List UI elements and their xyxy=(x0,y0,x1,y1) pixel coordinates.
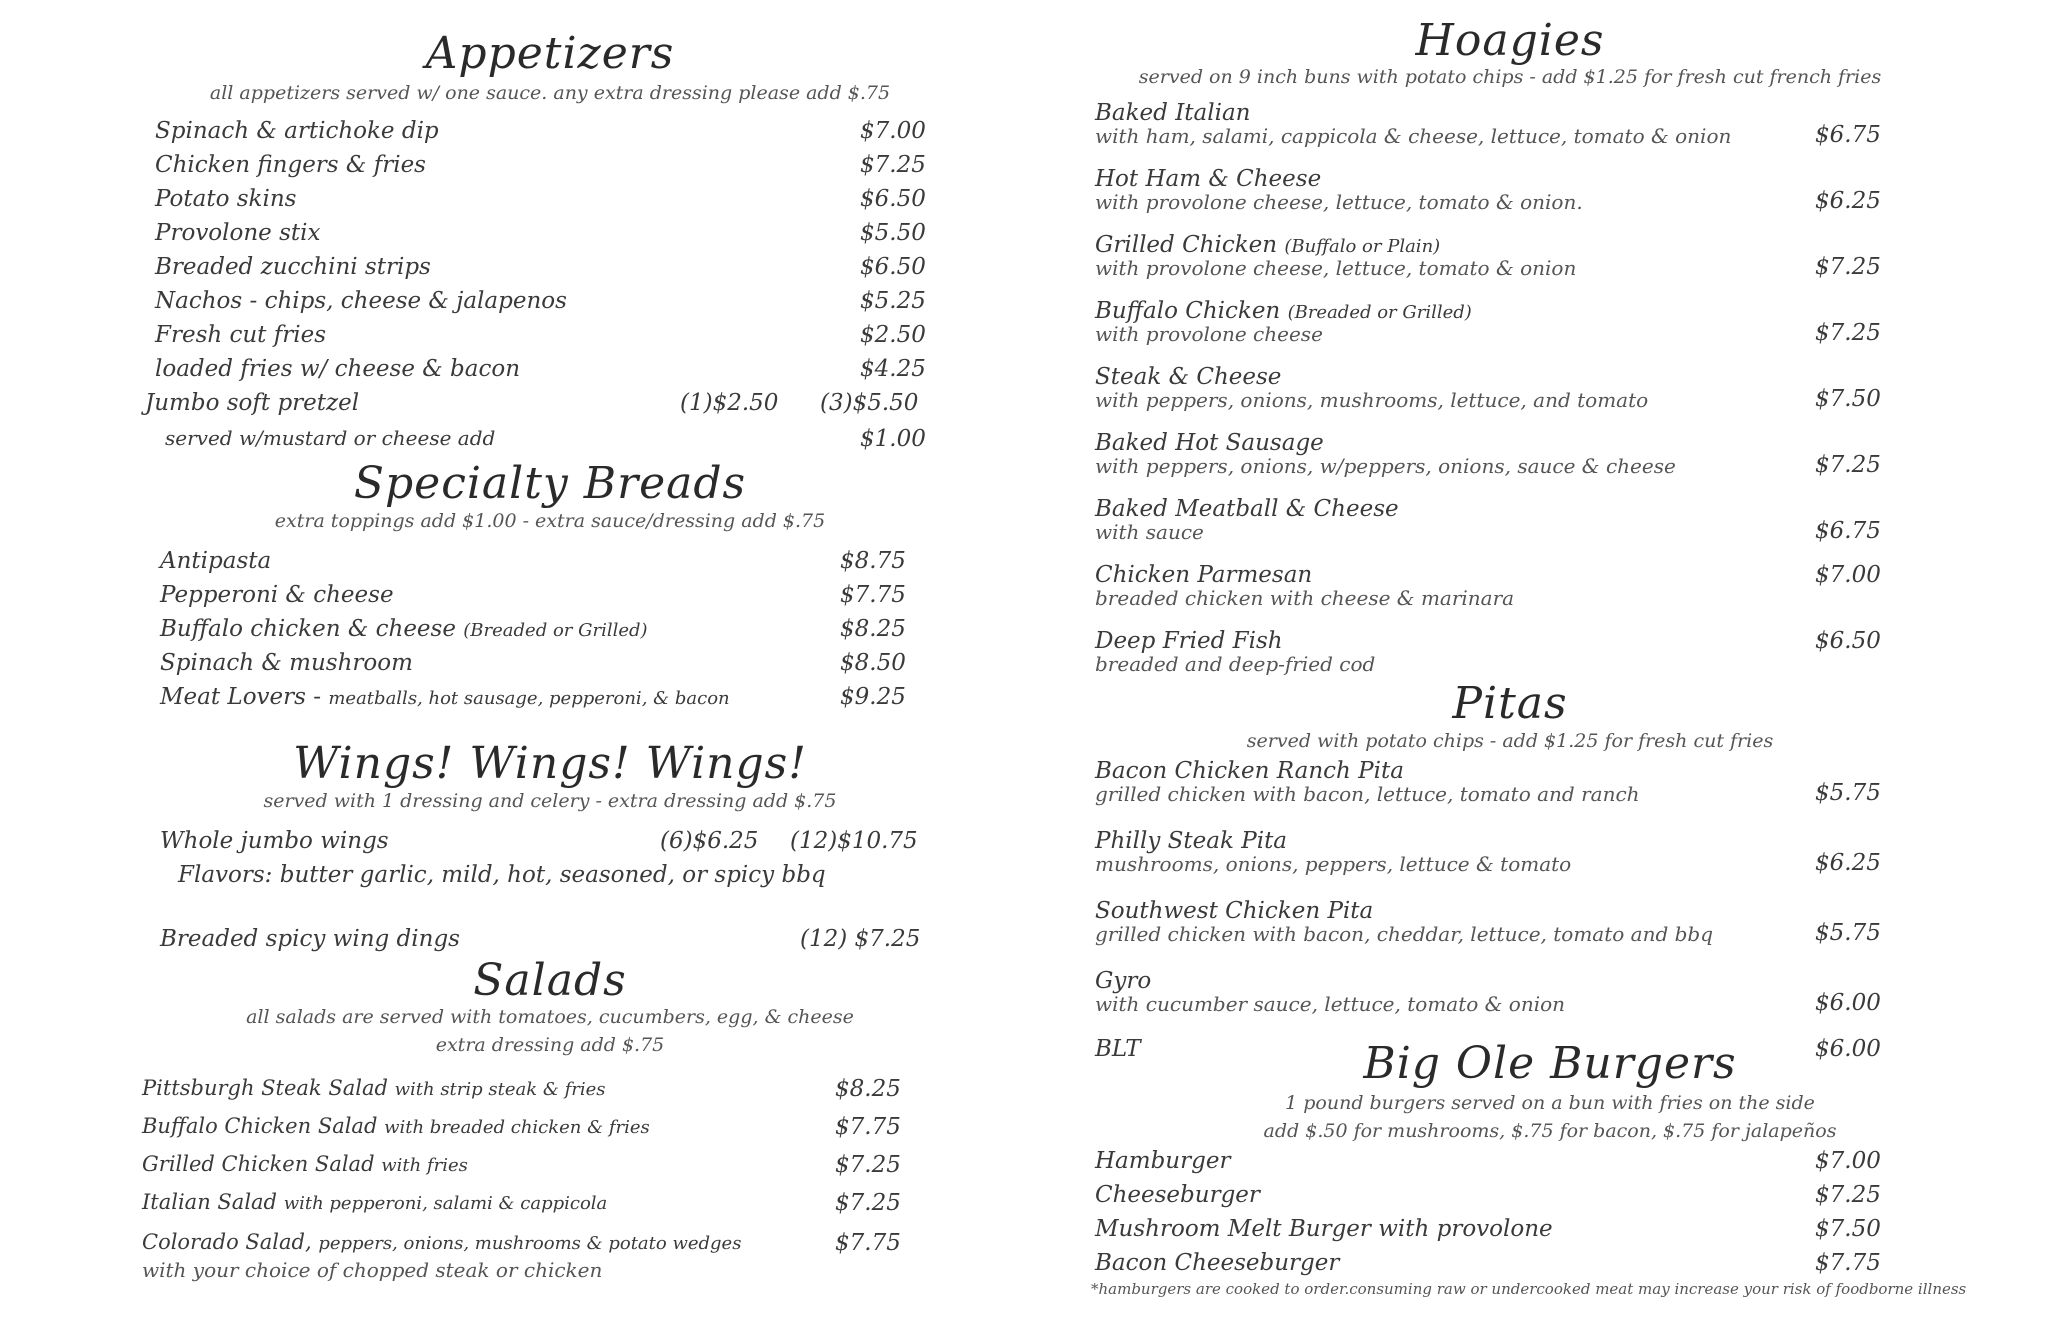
item-price: $6.75 xyxy=(1815,122,1881,148)
footnote: *hamburgers are cooked to order.consuming raw or undercooked meat may increase your risk of foodborne illness xyxy=(1091,1280,1967,1298)
item-name: Breaded spicy wing dings xyxy=(160,926,460,952)
pitas-note: served with potato chips - add $1.25 for fresh cut fries xyxy=(1246,730,1774,752)
item-name: Provolone stix xyxy=(155,220,321,246)
item-price: $7.00 xyxy=(860,118,926,144)
item-description: breaded chicken with cheese & marinara xyxy=(1095,586,1515,610)
item-description: with provolone cheese xyxy=(1095,322,1323,346)
item-price: $6.50 xyxy=(1815,628,1881,654)
item-name: loaded fries w/ cheese & bacon xyxy=(155,356,521,382)
item-price: $7.25 xyxy=(1815,320,1881,346)
item-description: with peppers, onions, mushrooms, lettuce, and tomato xyxy=(1095,388,1649,412)
item-price: $7.75 xyxy=(1815,1250,1881,1276)
item-price: $7.50 xyxy=(1815,386,1881,412)
item-name: Grilled Chicken (Buffalo or Plain) xyxy=(1095,232,1441,258)
item-description: breaded and deep-fried cod xyxy=(1095,652,1376,676)
item-price: $8.50 xyxy=(840,650,906,676)
item-description: with your choice of chopped steak or chicken xyxy=(142,1258,603,1282)
item-price: $7.25 xyxy=(1815,1182,1881,1208)
item-price: $6.25 xyxy=(1815,850,1881,876)
item-name: Baked Italian xyxy=(1095,100,1251,126)
appetizers-note: all appetizers served w/ one sauce. any extra dressing please add $.75 xyxy=(209,82,891,104)
burgers-note-2: add $.50 for mushrooms, $.75 for bacon, $.75 for jalapeños xyxy=(1263,1120,1837,1142)
item-price: $7.75 xyxy=(835,1230,901,1256)
salads-note-1: all salads are served with tomatoes, cucumbers, egg, & cheese xyxy=(246,1006,854,1028)
appetizers-title: Appetizers xyxy=(425,28,675,79)
item-name: Pittsburgh Steak Salad with strip steak & fries xyxy=(142,1076,606,1100)
item-name: Steak & Cheese xyxy=(1095,364,1282,390)
item-name: Philly Steak Pita xyxy=(1095,828,1288,854)
item-price: $8.25 xyxy=(835,1076,901,1102)
item-name: Fresh cut fries xyxy=(155,322,327,348)
item-name: Chicken fingers & fries xyxy=(155,152,426,178)
item-name: Deep Fried Fish xyxy=(1095,628,1283,654)
item-price: $1.00 xyxy=(860,426,926,452)
item-price: $7.25 xyxy=(860,152,926,178)
item-name: Meat Lovers - meatballs, hot sausage, pepperoni, & bacon xyxy=(160,684,730,710)
item-price: (12) $7.25 xyxy=(800,926,921,952)
pitas-title: Pitas xyxy=(1452,678,1568,729)
item-name: Cheeseburger xyxy=(1095,1182,1260,1208)
item-price: $7.00 xyxy=(1815,1148,1881,1174)
item-price: $8.25 xyxy=(840,616,906,642)
item-name: Potato skins xyxy=(155,186,297,212)
item-name: Hamburger xyxy=(1095,1148,1231,1174)
item-name: Spinach & artichoke dip xyxy=(155,118,439,144)
item-price: $7.25 xyxy=(1815,254,1881,280)
item-description: with provolone cheese, lettuce, tomato & onion xyxy=(1095,256,1577,280)
salads-title: Salads xyxy=(473,955,627,1006)
wings-note: served with 1 dressing and celery - extra dressing add $.75 xyxy=(263,790,837,812)
item-description: with sauce xyxy=(1095,520,1204,544)
item-description: grilled chicken with bacon, lettuce, tomato and ranch xyxy=(1095,782,1640,806)
item-name: Spinach & mushroom xyxy=(160,650,413,676)
item-price: $7.25 xyxy=(835,1152,901,1178)
item-name: Buffalo Chicken Salad with breaded chicken & fries xyxy=(142,1114,650,1138)
item-price: $5.75 xyxy=(1815,780,1881,806)
item-price-6: (6)$6.25 xyxy=(660,828,759,854)
breads-note: extra toppings add $1.00 - extra sauce/dressing add $.75 xyxy=(274,510,826,532)
item-name: Grilled Chicken Salad with fries xyxy=(142,1152,468,1176)
item-description: with cucumber sauce, lettuce, tomato & onion xyxy=(1095,992,1566,1016)
hoagies-title: Hoagies xyxy=(1415,15,1605,66)
wings-title: Wings! Wings! Wings! xyxy=(293,738,807,789)
item-price-triple: (3)$5.50 xyxy=(820,390,919,416)
item-name: Baked Meatball & Cheese xyxy=(1095,496,1399,522)
item-price: $5.25 xyxy=(860,288,926,314)
item-name: Italian Salad with pepperoni, salami & cappicola xyxy=(142,1190,608,1214)
item-price: $7.75 xyxy=(840,582,906,608)
item-price: $6.00 xyxy=(1815,1036,1881,1062)
item-price: $5.75 xyxy=(1815,920,1881,946)
item-price: $7.00 xyxy=(1815,562,1881,588)
item-price: $2.50 xyxy=(860,322,926,348)
item-name: served w/mustard or cheese add xyxy=(165,426,496,450)
item-price: $6.50 xyxy=(860,254,926,280)
item-price: $7.25 xyxy=(1815,452,1881,478)
item-description: mushrooms, onions, peppers, lettuce & tomato xyxy=(1095,852,1572,876)
item-price-single: (1)$2.50 xyxy=(680,390,779,416)
item-price: $7.25 xyxy=(835,1190,901,1216)
item-description: with peppers, onions, w/peppers, onions, sauce & cheese xyxy=(1095,454,1676,478)
item-name: Baked Hot Sausage xyxy=(1095,430,1324,456)
item-name: Nachos - chips, cheese & jalapenos xyxy=(155,288,567,314)
breads-title: Specialty Breads xyxy=(353,458,747,509)
item-price: $8.75 xyxy=(840,548,906,574)
item-price: $6.25 xyxy=(1815,188,1881,214)
item-price-12: (12)$10.75 xyxy=(790,828,918,854)
item-description: with ham, salami, cappicola & cheese, lettuce, tomato & onion xyxy=(1095,124,1732,148)
item-name: Bacon Cheeseburger xyxy=(1095,1250,1340,1276)
item-name: Breaded zucchini strips xyxy=(155,254,431,280)
salads-note-2: extra dressing add $.75 xyxy=(435,1034,665,1056)
item-name: BLT xyxy=(1095,1036,1141,1062)
item-name: Bacon Chicken Ranch Pita xyxy=(1095,758,1404,784)
item-name: Jumbo soft pretzel xyxy=(145,390,360,416)
item-name: Hot Ham & Cheese xyxy=(1095,166,1322,192)
item-price: $4.25 xyxy=(860,356,926,382)
item-name: Colorado Salad, peppers, onions, mushrooms & potato wedges xyxy=(142,1230,742,1254)
item-description: grilled chicken with bacon, cheddar, lettuce, tomato and bbq xyxy=(1095,922,1714,946)
item-name: Buffalo chicken & cheese (Breaded or Grilled) xyxy=(160,616,648,642)
item-price: $7.75 xyxy=(835,1114,901,1140)
item-price: $6.00 xyxy=(1815,990,1881,1016)
item-name: Chicken Parmesan xyxy=(1095,562,1313,588)
item-name: Gyro xyxy=(1095,968,1152,994)
item-price: $6.75 xyxy=(1815,518,1881,544)
item-name: Mushroom Melt Burger with provolone xyxy=(1095,1216,1553,1242)
item-name: Whole jumbo wings xyxy=(160,828,389,854)
item-name: Pepperoni & cheese xyxy=(160,582,394,608)
hoagies-note: served on 9 inch buns with potato chips - add $1.25 for fresh cut french fries xyxy=(1138,66,1882,88)
item-price: $6.50 xyxy=(860,186,926,212)
item-price: $5.50 xyxy=(860,220,926,246)
item-name: Antipasta xyxy=(160,548,272,574)
item-name: Buffalo Chicken (Breaded or Grilled) xyxy=(1095,298,1472,324)
burgers-title: Big Ole Burgers xyxy=(1363,1038,1737,1089)
item-price: $7.50 xyxy=(1815,1216,1881,1242)
flavors-text: Flavors: butter garlic, mild, hot, seasoned, or spicy bbq xyxy=(178,862,826,888)
item-description: with provolone cheese, lettuce, tomato & onion. xyxy=(1095,190,1583,214)
item-name: Southwest Chicken Pita xyxy=(1095,898,1374,924)
burgers-note-1: 1 pound burgers served on a bun with fries on the side xyxy=(1285,1092,1815,1114)
item-price: $9.25 xyxy=(840,684,906,710)
